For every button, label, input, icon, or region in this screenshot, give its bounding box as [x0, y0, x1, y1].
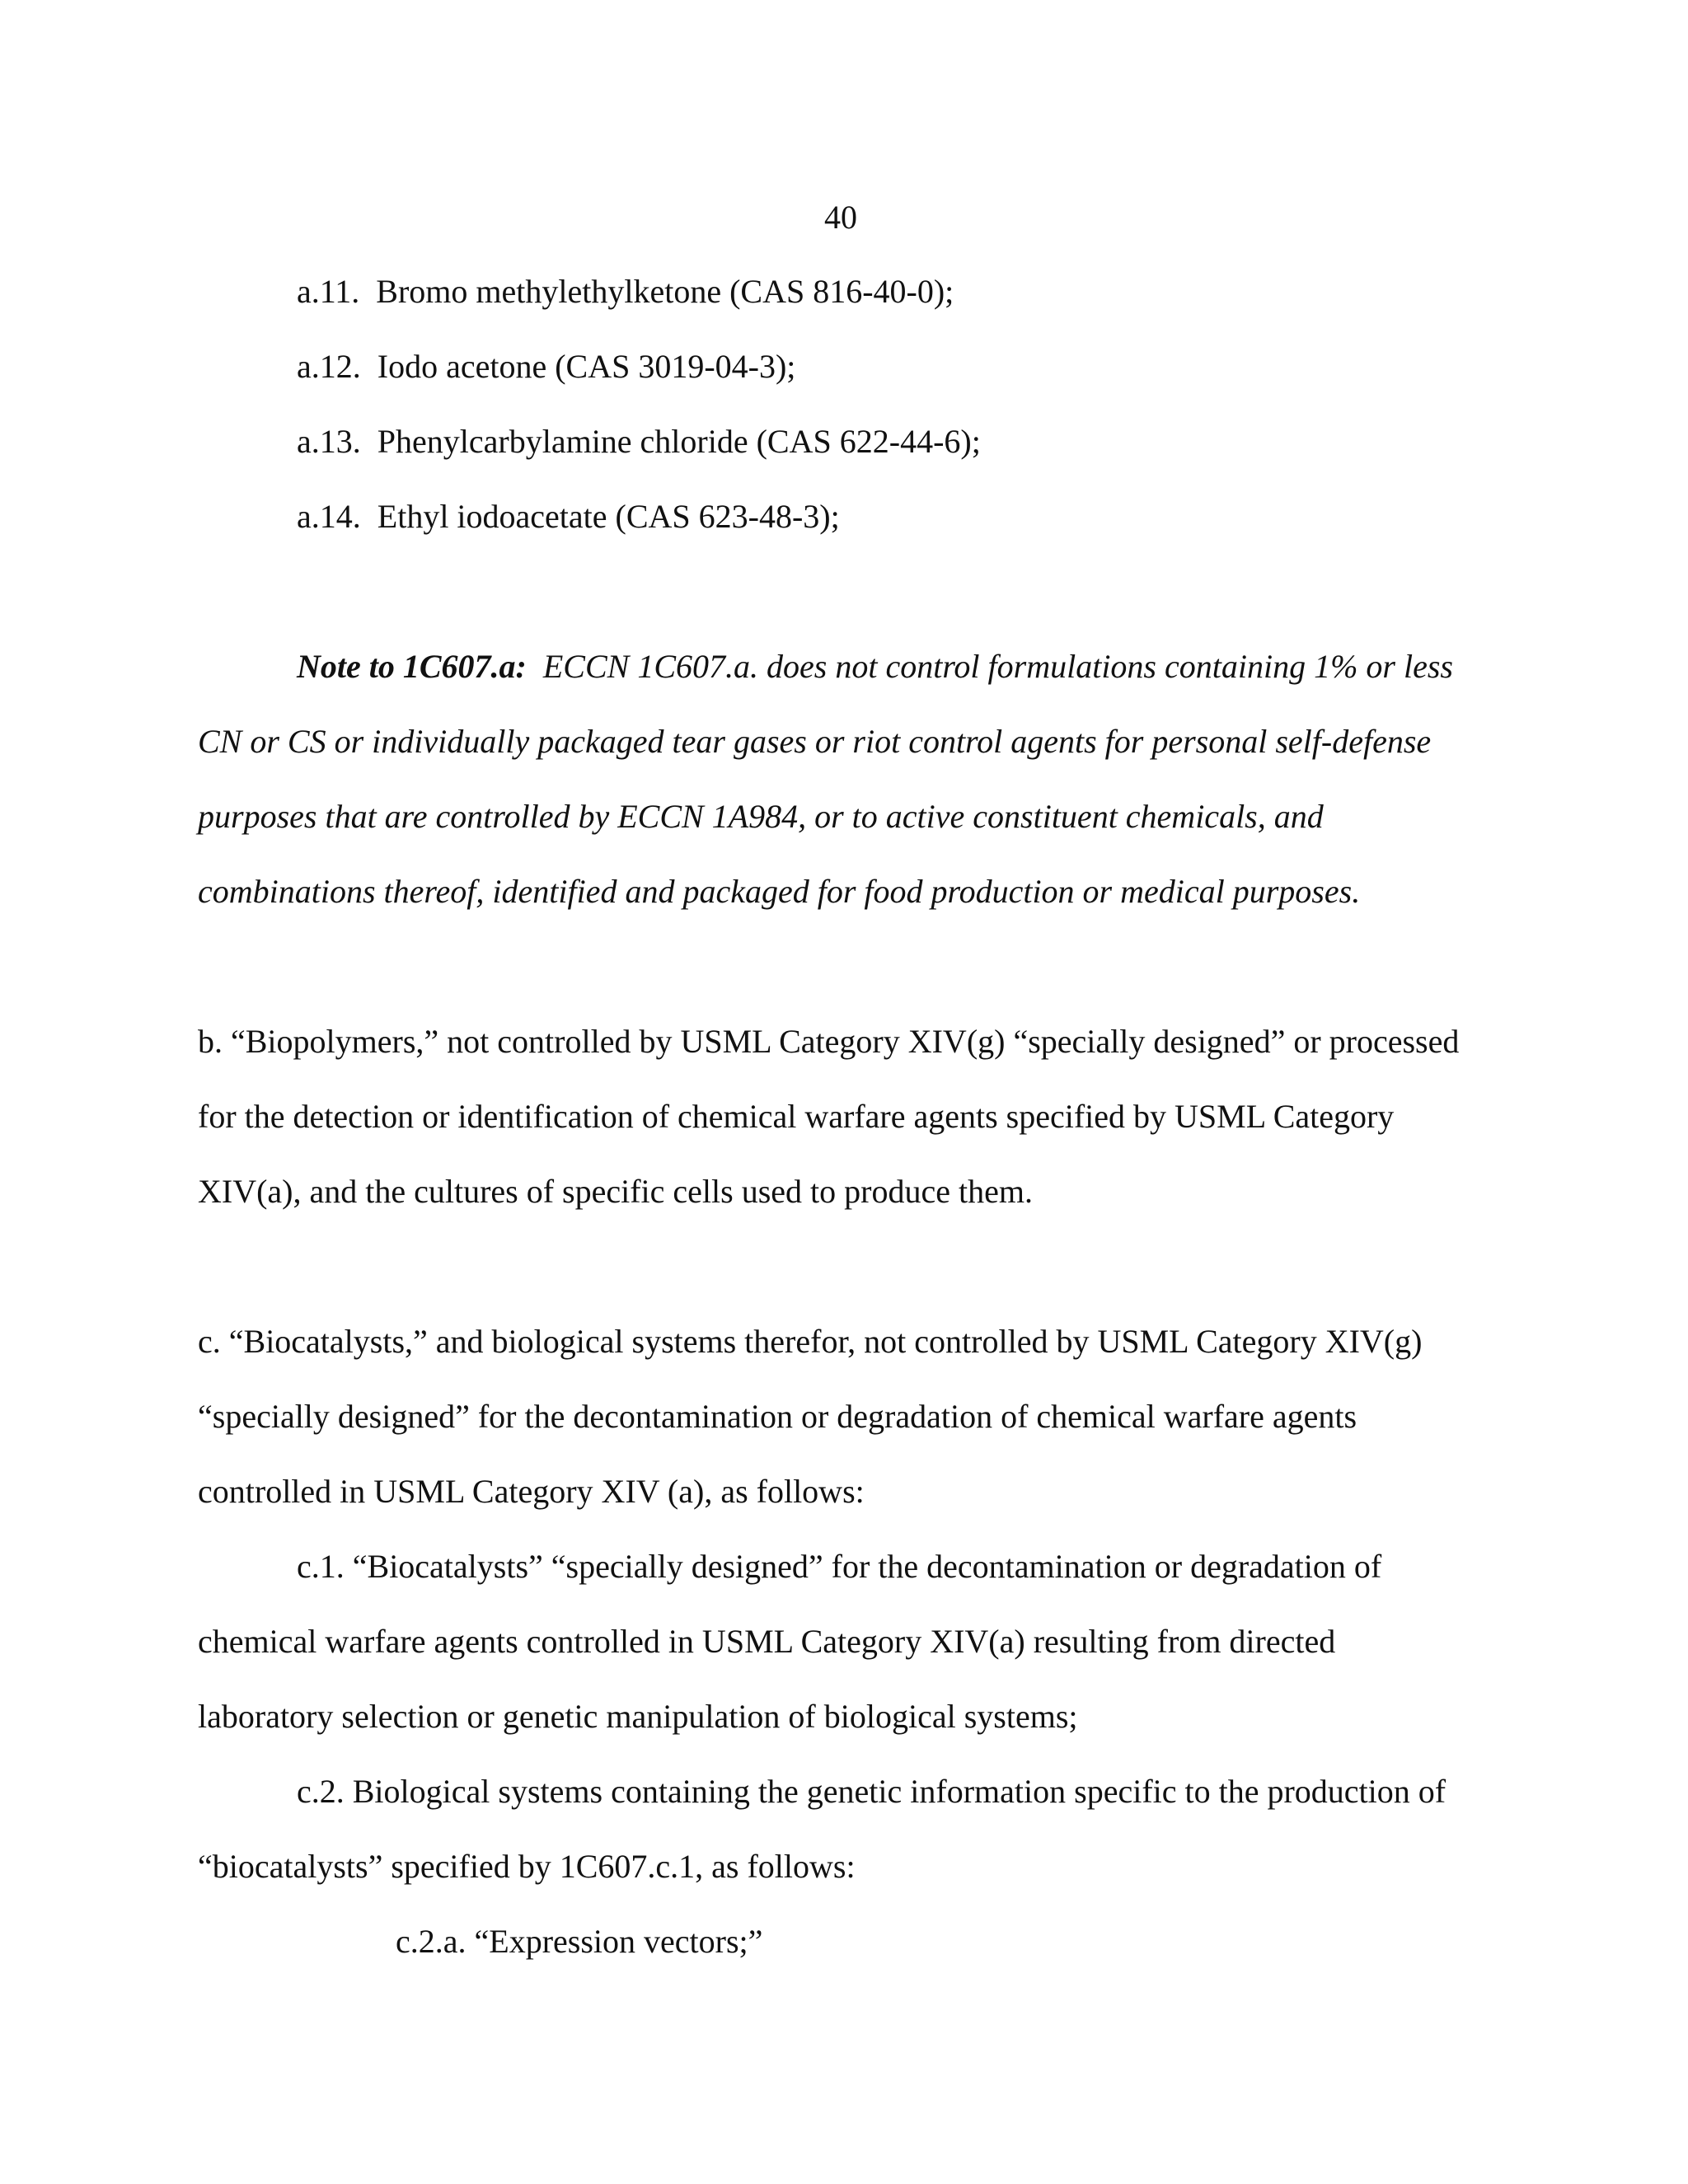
note-heading: Note to 1C607.a:: [297, 648, 527, 685]
para-b-line: for the detection or identification of chemical warfare agents specified by USML Category: [198, 1098, 1395, 1135]
list-item-a12: [297, 347, 795, 387]
para-c2-line: c.2. Biological systems containing the genetic information specific to the production of: [297, 1773, 1447, 1810]
list-item-a13: [297, 422, 981, 462]
list-item-a14: [297, 497, 840, 537]
list-item-text: Ethyl iodoacetate (CAS 623-48-3);: [377, 498, 840, 535]
note-text-line: CN or CS or individually packaged tear gases or riot control agents for personal self-defense: [198, 723, 1432, 760]
page-number: 40: [824, 199, 857, 236]
note-first-line: [297, 647, 1453, 687]
note-text-line: purposes that are controlled by ECCN 1A984, or to active constituent chemicals, and: [198, 798, 1324, 835]
para-c2a-line: c.2.a. “Expression vectors;”: [396, 1923, 763, 1960]
para-c-line: controlled in USML Category XIV (a), as follows:: [198, 1473, 865, 1510]
para-c-line: c. “Biocatalysts,” and biological systems therefor, not controlled by USML Category XIV(g): [198, 1323, 1423, 1360]
para-c1-line: chemical warfare agents controlled in USML Category XIV(a) resulting from directed: [198, 1623, 1336, 1660]
list-item-label: a.12.: [297, 348, 361, 385]
list-item-a11: [297, 272, 954, 312]
para-c1-line: c.1. “Biocatalysts” “specially designed” for the decontamination or degradation of: [297, 1548, 1382, 1585]
note-text-line: combinations thereof, identified and packaged for food production or medical purposes.: [198, 873, 1361, 910]
list-item-label: a.14.: [297, 498, 361, 535]
para-c-line: “specially designed” for the decontamination or degradation of chemical warfare agents: [198, 1398, 1357, 1435]
para-c1-line: laboratory selection or genetic manipulation of biological systems;: [198, 1698, 1078, 1735]
list-item-text: Iodo acetone (CAS 3019-04-3);: [377, 348, 796, 385]
para-c2-line: “biocatalysts” specified by 1C607.c.1, as follows:: [198, 1848, 856, 1885]
list-item-text: Phenylcarbylamine chloride (CAS 622-44-6);: [377, 423, 981, 460]
para-b-line: XIV(a), and the cultures of specific cells used to produce them.: [198, 1173, 1033, 1210]
para-b-line: b. “Biopolymers,” not controlled by USML Category XIV(g) “specially designed” or processed: [198, 1023, 1460, 1060]
list-item-label: a.11.: [297, 273, 360, 310]
list-item-text: Bromo methylethylketone (CAS 816-40-0);: [376, 273, 954, 310]
list-item-label: a.13.: [297, 423, 361, 460]
note-text-line: ECCN 1C607.a. does not control formulations containing 1% or less: [542, 648, 1453, 685]
